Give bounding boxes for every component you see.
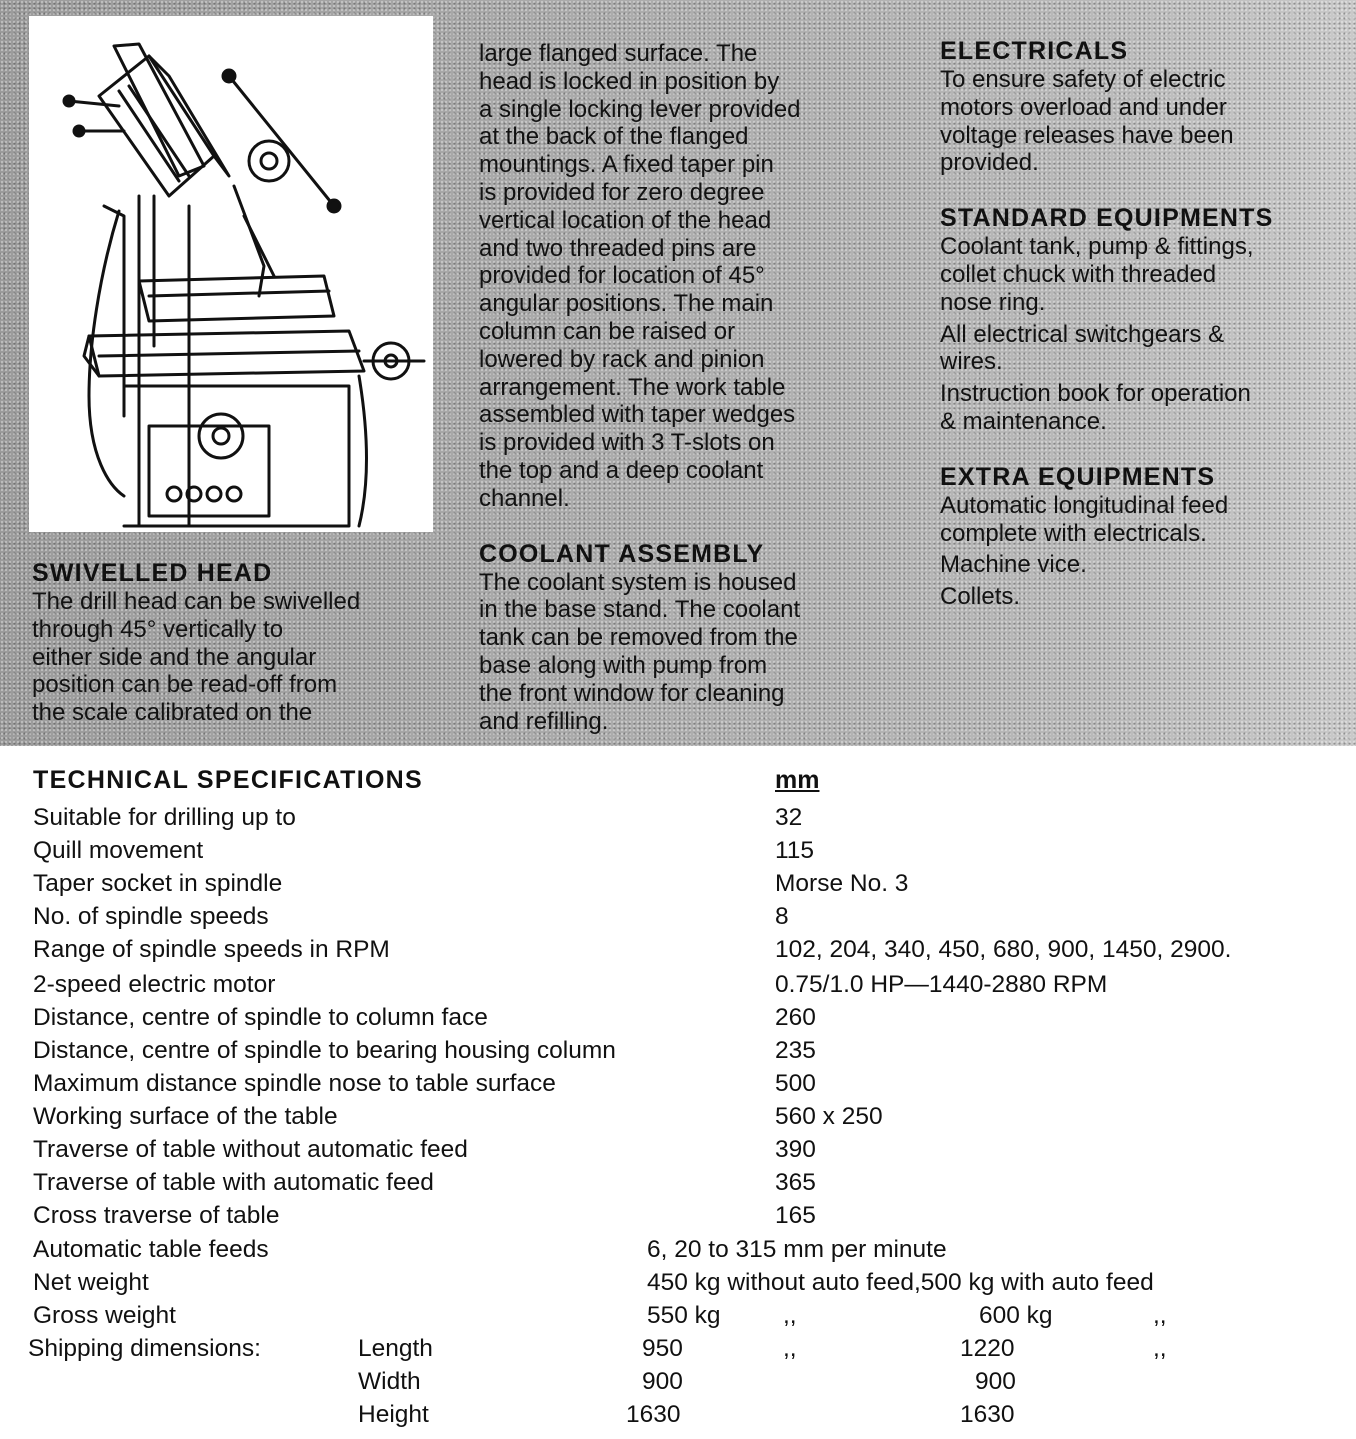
standard-equipment-item: Coolant tank, pump & fittings, collet chuck with threaded nose ring. <box>940 233 1254 316</box>
spec-row <box>0 1004 1356 1037</box>
spec-unit: mm <box>775 766 820 794</box>
spec-value: 1220 <box>960 1335 1015 1362</box>
spec-row <box>0 1136 1356 1169</box>
coolant-assembly-heading: COOLANT ASSEMBLY <box>479 539 765 568</box>
spec-row <box>0 1070 1356 1103</box>
spec-label: Traverse of table with automatic feed <box>33 1169 434 1196</box>
technical-specifications <box>0 746 1356 1439</box>
spec-row <box>0 1302 1356 1335</box>
spec-value: 165 <box>775 1202 816 1229</box>
spec-value: 600 kg <box>979 1302 1053 1329</box>
spec-row <box>0 870 1356 903</box>
spec-label: Quill movement <box>33 837 204 864</box>
spec-label: Range of spindle speeds in RPM <box>33 936 390 963</box>
spec-value: 235 <box>775 1037 816 1064</box>
standard-equipment-item: All electrical switchgears & wires. <box>940 320 1225 376</box>
machine-illustration <box>29 16 433 532</box>
drilling-machine-drawing <box>29 16 433 532</box>
coolant-assembly-text: The coolant system is housed in the base stand. The coolant tank can be removed from the base along with pump from the front window for cleaning and refilling. <box>479 568 801 735</box>
spec-value: 365 <box>775 1169 816 1196</box>
spec-label: Traverse of table without automatic feed <box>33 1136 468 1163</box>
spec-value: 450 kg without auto feed,500 kg with auto feed <box>647 1269 1154 1296</box>
spec-value: 500 <box>775 1070 816 1097</box>
equipment-column <box>940 36 1356 611</box>
electricals-text: To ensure safety of electric motors overload and under voltage releases have been provided. <box>940 66 1234 177</box>
spec-row <box>0 837 1356 870</box>
spec-value: 900 <box>975 1368 1016 1395</box>
spec-value: 950 <box>642 1335 683 1362</box>
spec-row <box>0 1202 1356 1235</box>
dimension-name: Width <box>358 1368 421 1395</box>
spec-label: 2-speed electric motor <box>33 971 276 998</box>
spec-label: Distance, centre of spindle to bearing housing column <box>33 1037 616 1064</box>
swivelled-head-heading: SWIVELLED HEAD <box>32 559 273 587</box>
spec-row <box>0 1169 1356 1202</box>
spec-row <box>0 1103 1356 1136</box>
standard-equipments-heading: STANDARD EQUIPMENTS <box>940 204 1274 233</box>
spec-row <box>0 1037 1356 1070</box>
spec-value: Morse No. 3 <box>775 870 909 897</box>
extra-equipment-item: Machine vice. <box>940 551 1087 579</box>
spec-label: Suitable for drilling up to <box>33 804 296 831</box>
standard-equipment-item: Instruction book for operation & maintenance. <box>940 380 1251 435</box>
extra-equipment-item: Automatic longitudinal feed complete with electricals. <box>940 491 1229 547</box>
spec-value: 550 kg <box>647 1302 721 1329</box>
spec-value: 260 <box>775 1004 816 1031</box>
spec-row <box>0 1236 1356 1269</box>
electricals-heading: ELECTRICALS <box>940 37 1129 65</box>
spec-value: 900 <box>642 1368 683 1395</box>
spec-value: 1630 <box>626 1401 681 1428</box>
spec-value: 0.75/1.0 HP—1440-2880 RPM <box>775 971 1108 998</box>
spec-row <box>0 936 1356 969</box>
spec-label: Working surface of the table <box>33 1103 338 1130</box>
spec-value: 6, 20 to 315 mm per minute <box>647 1236 947 1263</box>
spec-row <box>0 1335 1356 1368</box>
spec-row <box>0 971 1356 1004</box>
spec-label: Taper socket in spindle <box>33 870 283 897</box>
spec-row <box>0 903 1356 936</box>
ditto-mark: ,, <box>1153 1335 1167 1362</box>
spec-value: 8 <box>775 903 789 930</box>
spec-label: Shipping dimensions: <box>28 1335 261 1362</box>
spec-label: Net weight <box>33 1269 149 1296</box>
spec-label: No. of spindle speeds <box>33 903 269 930</box>
spec-label: Maximum distance spindle nose to table surface <box>33 1070 556 1097</box>
extra-equipment-item: Collets. <box>940 583 1021 611</box>
swivelled-head-text: The drill head can be swivelled through 45° vertically to either side and the angular position can be read-off from the scale calibrated on the <box>32 588 361 727</box>
extra-equipments-heading: EXTRA EQUIPMENTS <box>940 462 1216 491</box>
spec-row <box>0 804 1356 837</box>
spec-label: Automatic table feeds <box>33 1236 269 1263</box>
spec-label: Gross weight <box>33 1302 176 1329</box>
spec-value: 390 <box>775 1136 816 1163</box>
spec-row <box>0 1368 1356 1401</box>
spec-value: 1630 <box>960 1401 1015 1428</box>
dimension-name: Length <box>358 1335 433 1362</box>
spec-title: TECHNICAL SPECIFICATIONS <box>33 766 424 794</box>
spec-label: Distance, centre of spindle to column face <box>33 1004 488 1031</box>
spec-value: 32 <box>775 804 803 831</box>
spec-row <box>0 1401 1356 1434</box>
spec-value: 102, 204, 340, 450, 680, 900, 1450, 2900. <box>775 936 1232 963</box>
middle-text-column <box>479 40 879 735</box>
ditto-mark: ,, <box>783 1302 797 1329</box>
dimension-name: Height <box>358 1401 429 1428</box>
spec-value: 115 <box>775 837 815 864</box>
ditto-mark: ,, <box>783 1335 797 1362</box>
head-locking-text: large flanged surface. The head is locked in position by a single locking lever provided at the back of the flanged mountings. A fixed taper pin is provided for zero degree vertical location of the head and two threaded pins are provided for location of 45° angular positions. The main column can be raised or lowered by rack and pinion arrangement. The work table assembled with taper wedges is provided with 3 T-slots on the top and a deep coolant channel. <box>479 40 801 512</box>
spec-row <box>0 1269 1356 1302</box>
swivelled-head-section <box>32 558 442 727</box>
spec-label: Cross traverse of table <box>33 1202 280 1229</box>
spec-value: 560 x 250 <box>775 1103 883 1130</box>
ditto-mark: ,, <box>1153 1302 1167 1329</box>
